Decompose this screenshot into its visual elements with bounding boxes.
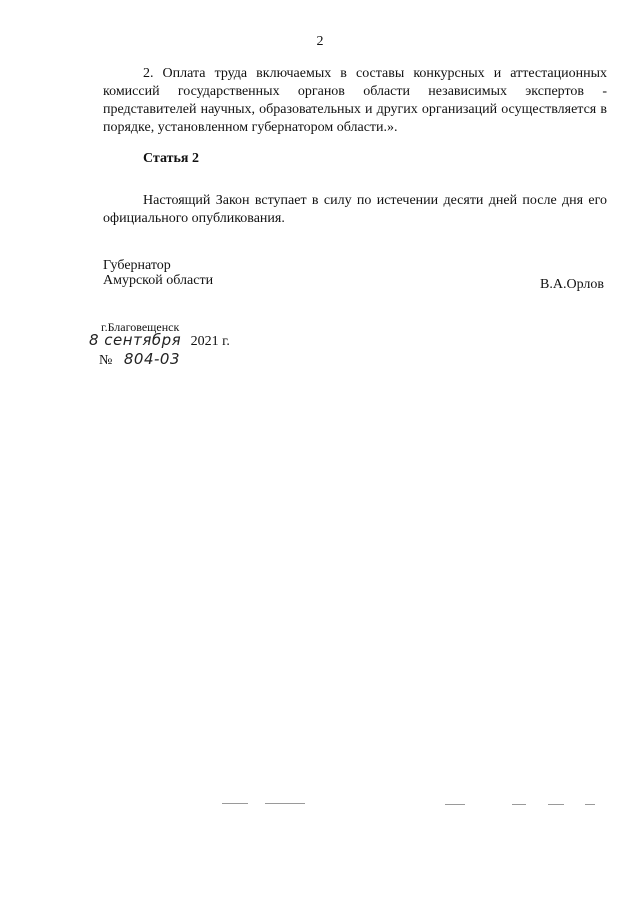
law-number-line (99, 350, 180, 369)
scan-artifact (585, 804, 595, 805)
scan-artifact (265, 803, 305, 804)
handwritten-law-number: 804-03 (123, 350, 180, 368)
signature-title (103, 258, 213, 288)
paragraph-payment-text: 2. Оплата труда включаемых в составы конкурсных и аттестационных комиссий государственных органов области независимых экспертов - представителей научных, образовательных и других организаций осуществляется в порядке, установленном губернатором области.». (103, 66, 607, 135)
number-sign: № (99, 353, 113, 368)
scan-artifact (548, 804, 564, 805)
handwritten-date: 8 сентября (89, 331, 182, 349)
paragraph-effective-date-text: Настоящий Закон вступает в силу по истечении десяти дней после дня его официального опубликования. (103, 193, 607, 226)
page-number: 2 (316, 34, 324, 49)
paragraph-effective-date (103, 192, 607, 228)
scan-artifact (445, 804, 465, 805)
signature-title-line-1: Губернатор (103, 258, 171, 273)
scan-artifact (512, 804, 526, 805)
date-line (89, 331, 230, 350)
signature-name: В.А.Орлов (540, 277, 604, 292)
date-year: 2021 г. (190, 334, 230, 349)
scan-artifact (222, 803, 248, 804)
article-heading: Статья 2 (143, 151, 199, 166)
signature-title-line-2: Амурской области (103, 273, 214, 288)
paragraph-payment (103, 65, 607, 137)
place-of-signing: г.Благовещенск (101, 320, 180, 334)
